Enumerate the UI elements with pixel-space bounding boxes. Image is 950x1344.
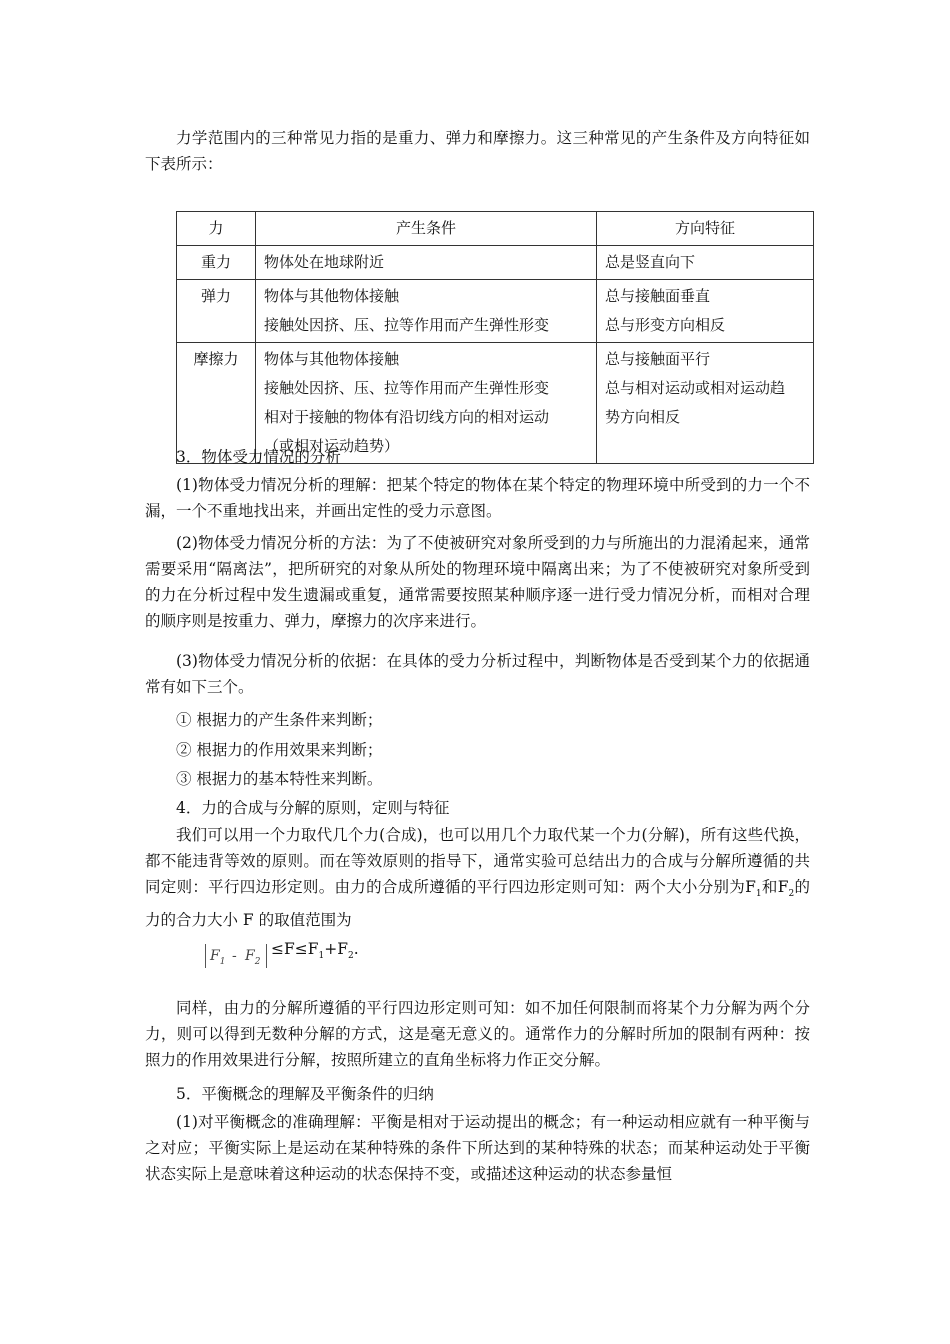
force-name: 弹力 [177, 280, 256, 343]
list-item: ① 根据力的产生条件来判断； [176, 711, 383, 729]
condition-line: 接触处因挤、压、拉等作用而产生弹性形变 [264, 316, 550, 334]
direction-cell [597, 343, 814, 464]
section3-paragraph-2: (2)物体受力情况分析的方法：为了不使被研究对象所受到的力与所施出的力混淆起来，通常需要采用“隔离法”，把所研究的对象从所处的物理环境中隔离出来；为了不使被研究对象所受到的力在分析过程中发生遗漏或重复，通常需要按照某种顺序逐一进行受力情况分析，而相对合理的顺序则是按重力、弹力，摩擦力的次序来进行。 [145, 534, 810, 630]
f1-subscript: 1 [755, 889, 762, 900]
table-header-row [177, 212, 814, 246]
direction-line: 势方向相反 [605, 408, 681, 426]
f2-symbol: F [777, 878, 789, 896]
condition-line: （或相对运动趋势） [264, 437, 400, 455]
f1-symbol: F [745, 878, 756, 896]
condition-line: 物体处在地球附近 [264, 253, 385, 271]
abs-bar-left [205, 944, 206, 968]
condition-line: 接触处因挤、压、拉等作用而产生弹性形变 [264, 379, 550, 397]
force-range-formula [198, 940, 398, 980]
conditions-cell [256, 280, 597, 343]
section4-heading: 4．力的合成与分解的原则，定则与特征 [176, 799, 450, 817]
forces-table [176, 211, 814, 464]
force-name: 重力 [177, 246, 256, 280]
direction-cell [597, 280, 814, 343]
conditions-cell [256, 246, 597, 280]
section3-paragraph-1: (1)物体受力情况分析的理解：把某个特定的物体在某个特定的物理环境中所受到的力一个不漏，一个不重地找出来，并画出定性的受力示意图。 [145, 476, 810, 520]
direction-line: 总与形变方向相反 [605, 316, 726, 334]
direction-line: 总与相对运动或相对运动趋 [605, 379, 786, 397]
condition-line: 物体与其他物体接触 [264, 287, 400, 305]
section4-text: 我们可以用一个力取代几个力(合成)，也可以用几个力取代某一个力(分解)，所有这些代换，都不能违背等效的原则。而在等效原则的指导下，通常实验可总结出力的合成与分解所遵循的共同定则：平行四边形定则。由力的合成所遵循的平行四边形定则可知：两个大小分别为 [145, 826, 810, 896]
formula-f1: $F_1$ [210, 948, 226, 967]
section4-paragraph-2: 同样，由力的分解所遵循的平行四边形定则可知：如不加任何限制而将某个力分解为两个分力，则可以得到无数种分解的方式，这是毫无意义的。通常作力的分解时所加的限制有两种：按照力的作用效果进行分解，按照所建立的直角坐标将力作正交分解。 [145, 999, 810, 1069]
and-text: 和 [761, 878, 778, 896]
direction-line: 总与接触面垂直 [605, 287, 711, 305]
direction-cell [597, 246, 814, 280]
direction-line: 总与接触面平行 [605, 350, 711, 368]
formula-minus: - [232, 948, 237, 964]
list-item: ③ 根据力的基本特性来判断。 [176, 770, 383, 788]
condition-line: 物体与其他物体接触 [264, 350, 400, 368]
header-conditions: 产生条件 [256, 212, 597, 246]
formula-f2: $F_2$ [245, 948, 261, 967]
list-item: ② 根据力的作用效果来判断； [176, 741, 383, 759]
formula-inequality: $\le F\le F_1+F_2$. [271, 940, 359, 962]
f2-subscript: 2 [788, 889, 795, 900]
section3-heading: 3．物体受力情况的分析 [176, 448, 341, 466]
header-force: 力 [177, 212, 256, 246]
section3-paragraph-3: (3)物体受力情况分析的依据：在具体的受力分析过程中，判断物体是否受到某个力的依据通常有如下三个。 [145, 652, 810, 696]
condition-line: 相对于接触的物体有沿切线方向的相对运动 [264, 408, 550, 426]
header-direction: 方向特征 [597, 212, 814, 246]
section4-text-end: 的力的合力大小 F 的取值范围为 [145, 878, 810, 930]
abs-bar-right [266, 944, 267, 968]
direction-line: 总是竖直向下 [605, 253, 696, 271]
force-name: 摩擦力 [177, 343, 256, 464]
section5-paragraph-1: (1)对平衡概念的准确理解：平衡是相对于运动提出的概念；有一种运动相应就有一种平衡与之对应；平衡实际上是运动在某种特殊的条件下所达到的某种特殊的状态；而某种运动处于平衡状态实际上是意味着这种运动的状态保持不变，或描述这种运动的状态参量恒 [145, 1113, 810, 1183]
table-row [177, 280, 814, 343]
section4-paragraph-1 [145, 822, 810, 933]
section5-heading: 5．平衡概念的理解及平衡条件的归纳 [176, 1085, 434, 1103]
intro-paragraph: 力学范围内的三种常见力指的是重力、弹力和摩擦力。这三种常见的产生条件及方向特征如下表所示： [145, 129, 810, 173]
table-row [177, 246, 814, 280]
